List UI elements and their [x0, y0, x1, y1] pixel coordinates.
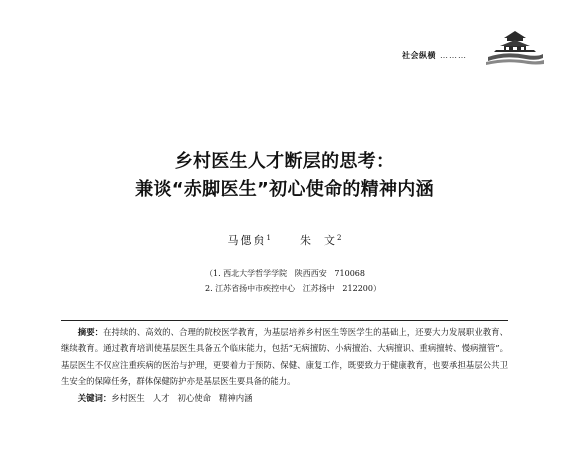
- keywords-line: [61, 390, 508, 406]
- abstract: [61, 324, 508, 406]
- author-list: [0, 232, 569, 248]
- affiliation-line: 2. 江苏省扬中市疾控中心 江苏扬中 212200）: [205, 284, 381, 293]
- title-line-1: 乡村医生人才断层的思考：: [174, 151, 395, 172]
- author-name: 朱 文: [300, 234, 337, 247]
- keyword: 人才: [152, 392, 170, 403]
- abstract-text: 在持续的、高效的、合理的院校医学教育，为基层培养乡村医生等医学生的基础上，还要大力发展职业教育、继续教育。通过教育培训使基层医生具备五个临床能力，包括“无病擅防、小病擅治、大病擅识、重病擅转、慢病擅管”。基层医生不仅应注重疾病的医治与护理，更要着力于预防、保健、康复工作，既要致力于健康教育，也要承担基层公共卫生安全的保障任务，群体保健防护亦是基层医生要具备的能力。: [61, 327, 508, 387]
- article-title: [0, 148, 569, 204]
- abstract-label: 摘要：: [77, 327, 104, 337]
- affiliations: [205, 266, 425, 296]
- affiliation-line: （1. 西北大学哲学学院 陕西西安 710068: [205, 269, 365, 278]
- leader-dots: ………: [440, 50, 467, 60]
- abstract-top-rule: [61, 320, 508, 321]
- keywords-label: 关键词：: [77, 392, 112, 403]
- keyword: 初心使命: [177, 392, 212, 403]
- author-name: 马偲贠: [227, 234, 267, 247]
- author-affiliation-mark: 1: [266, 234, 271, 242]
- author-affiliation-mark: 2: [337, 234, 342, 242]
- keyword: 乡村医生: [111, 392, 145, 403]
- keyword: 精神内涵: [219, 392, 253, 403]
- title-line-2: 兼谈“赤脚医生”初心使命的精神内涵: [135, 179, 434, 200]
- abstract-paragraph: [61, 324, 508, 390]
- column-label: 社会纵横: [402, 50, 436, 60]
- column-logo-icon: [486, 27, 544, 65]
